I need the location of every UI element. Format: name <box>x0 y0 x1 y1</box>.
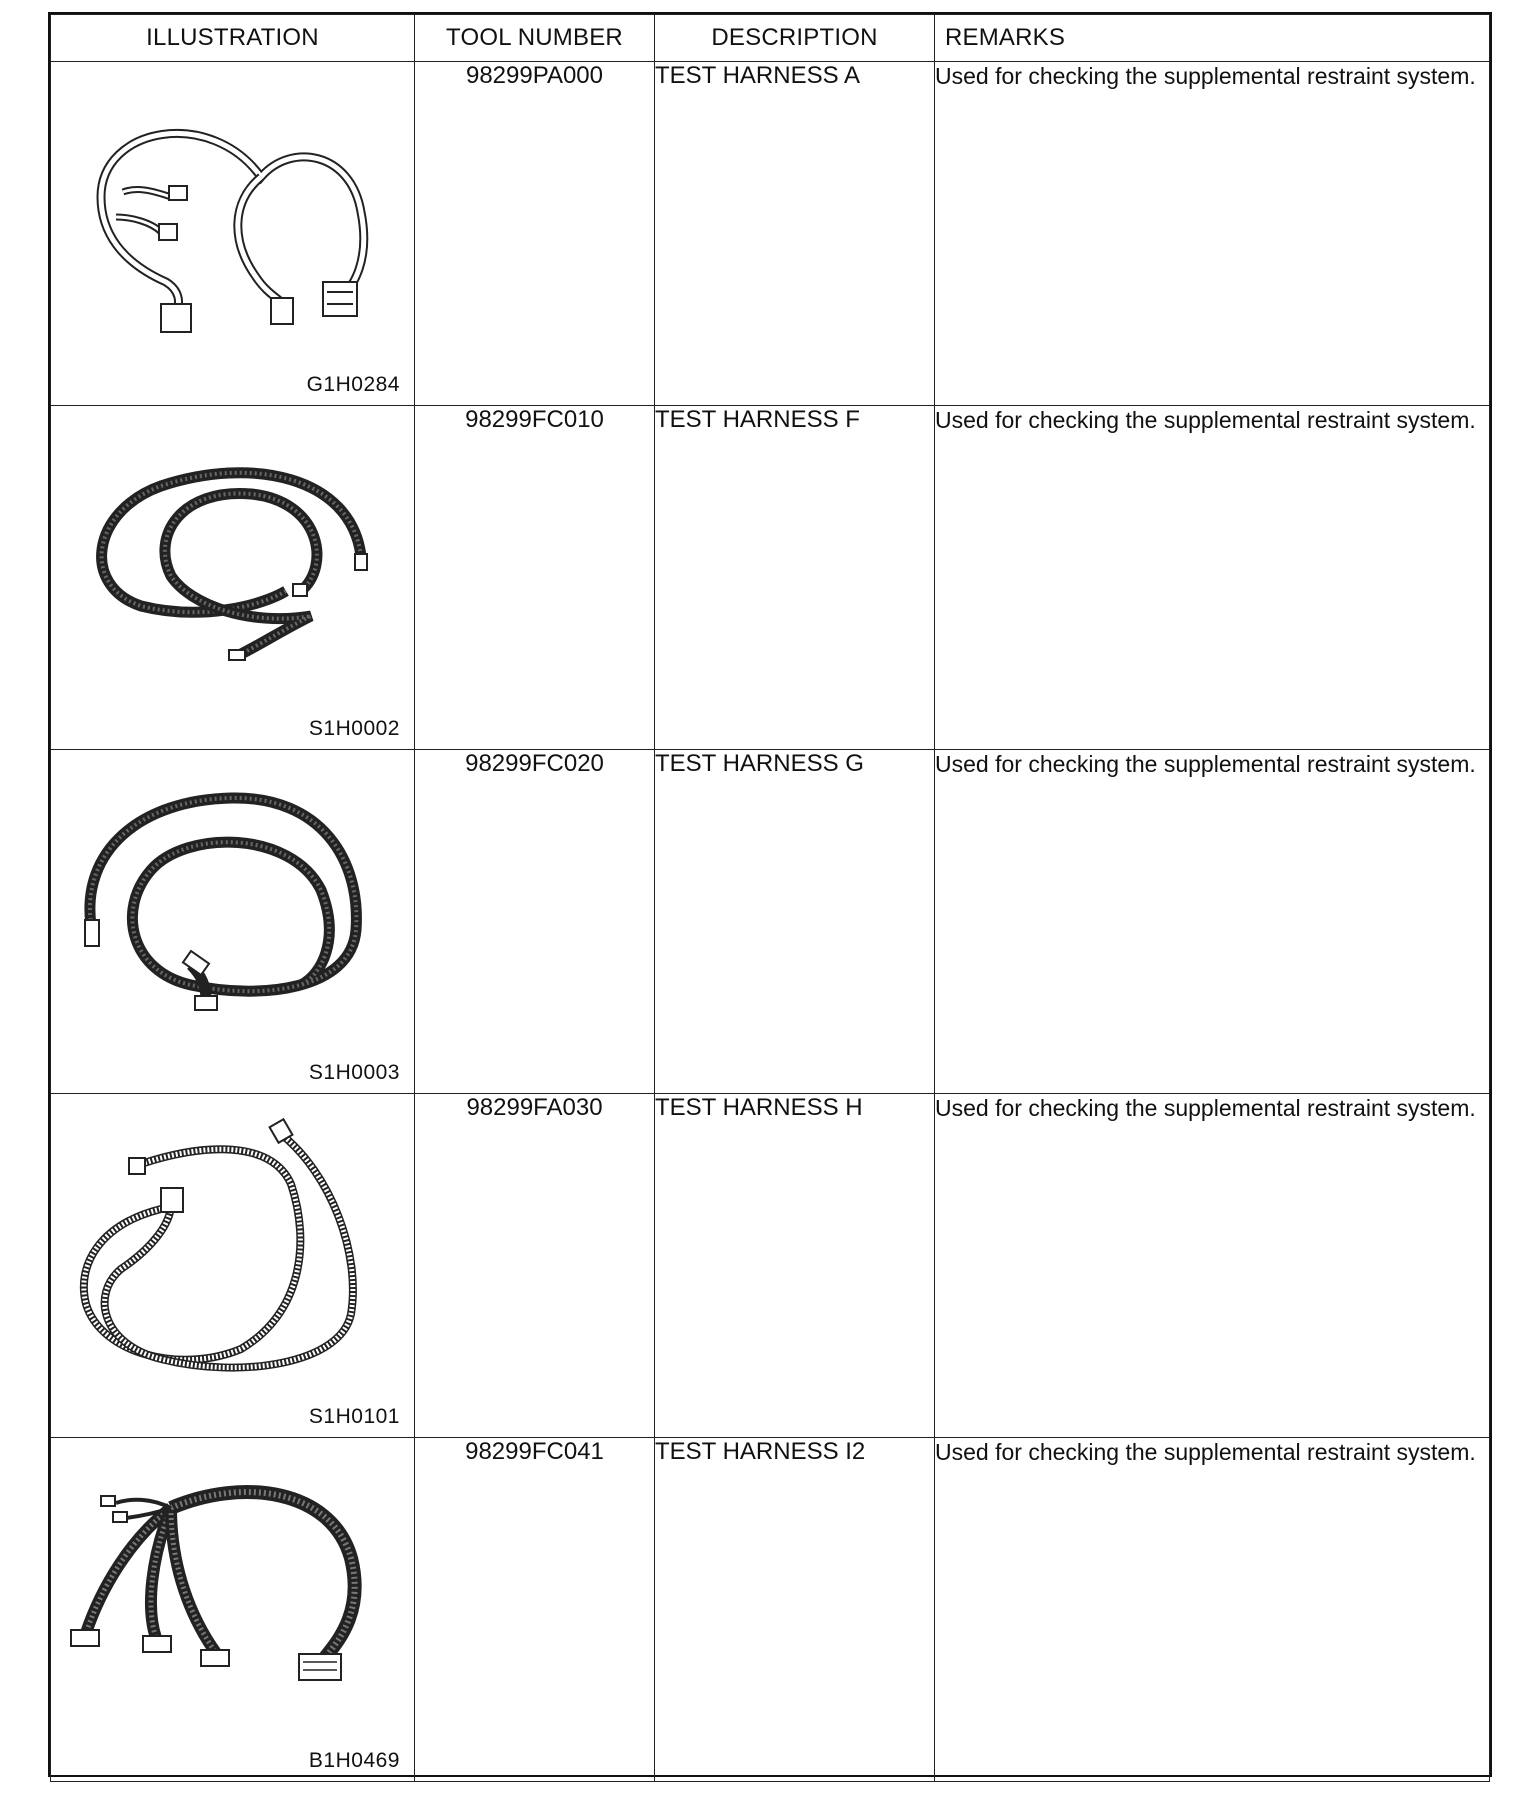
special-tools-table-sheet <box>48 12 1492 1777</box>
header-tool-number: TOOL NUMBER <box>415 15 655 62</box>
header-description: DESCRIPTION <box>655 15 935 62</box>
table-row <box>51 750 1490 1094</box>
figure-code: S1H0002 <box>308 717 400 740</box>
illustration-cell <box>51 62 415 406</box>
figure-code: S1H0003 <box>308 1061 400 1084</box>
remarks-cell: Used for checking the supplemental restraint system. <box>935 1094 1490 1438</box>
tool-number-cell: 98299FC010 <box>415 406 655 750</box>
illustration-cell <box>51 1094 415 1438</box>
table-row <box>51 62 1490 406</box>
description-cell: TEST HARNESS F <box>655 406 935 750</box>
table-row <box>51 1094 1490 1438</box>
table-row <box>51 1438 1490 1782</box>
harness-i2-illustration-icon <box>61 1448 401 1748</box>
description-cell: TEST HARNESS A <box>655 62 935 406</box>
figure-code: B1H0469 <box>308 1749 400 1772</box>
tool-number-cell: 98299FC041 <box>415 1438 655 1782</box>
description-cell: TEST HARNESS H <box>655 1094 935 1438</box>
harness-a-illustration-icon <box>61 72 401 372</box>
special-tools-table <box>50 14 1490 1782</box>
description-cell: TEST HARNESS G <box>655 750 935 1094</box>
remarks-cell: Used for checking the supplemental restraint system. <box>935 406 1490 750</box>
remarks-cell: Used for checking the supplemental restraint system. <box>935 750 1490 1094</box>
description-cell: TEST HARNESS I2 <box>655 1438 935 1782</box>
illustration-cell <box>51 1438 415 1782</box>
harness-g-illustration-icon <box>61 760 401 1060</box>
remarks-cell: Used for checking the supplemental restraint system. <box>935 62 1490 406</box>
header-row <box>51 15 1490 62</box>
tool-number-cell: 98299PA000 <box>415 62 655 406</box>
harness-f-illustration-icon <box>61 416 401 716</box>
header-illustration: ILLUSTRATION <box>51 15 415 62</box>
figure-code: G1H0284 <box>306 373 400 396</box>
remarks-cell: Used for checking the supplemental restraint system. <box>935 1438 1490 1782</box>
illustration-cell <box>51 750 415 1094</box>
illustration-cell <box>51 406 415 750</box>
tool-number-cell: 98299FC020 <box>415 750 655 1094</box>
table-row <box>51 406 1490 750</box>
header-remarks: REMARKS <box>935 15 1490 62</box>
figure-code: S1H0101 <box>308 1405 400 1428</box>
harness-h-illustration-icon <box>61 1104 401 1404</box>
tool-number-cell: 98299FA030 <box>415 1094 655 1438</box>
